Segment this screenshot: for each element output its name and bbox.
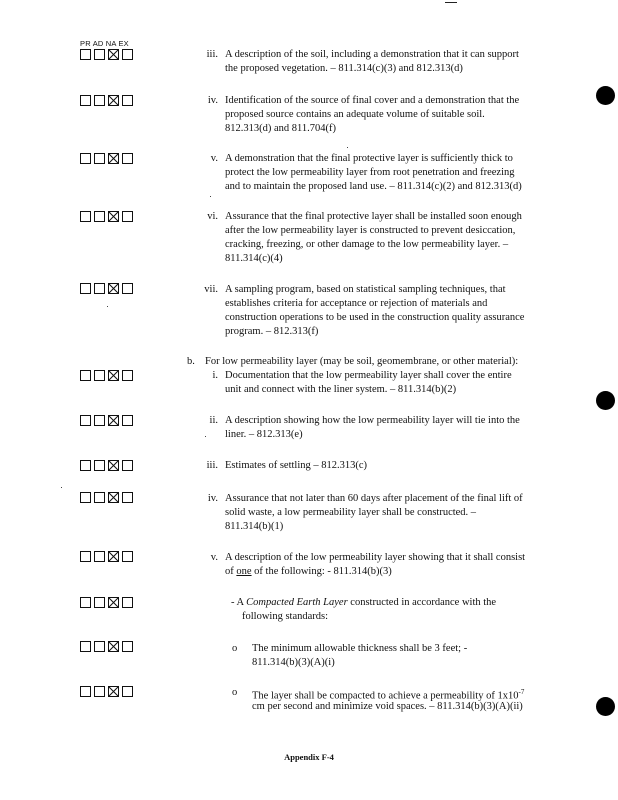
ad-checkbox[interactable] <box>94 492 105 503</box>
ad-checkbox[interactable] <box>94 641 105 652</box>
na-checkbox[interactable] <box>108 370 119 381</box>
ex-checkbox[interactable] <box>122 597 133 608</box>
checkbox-row <box>80 211 133 222</box>
pr-checkbox[interactable] <box>80 686 91 697</box>
ex-checkbox[interactable] <box>122 460 133 471</box>
ad-checkbox[interactable] <box>94 95 105 106</box>
na-checkbox[interactable] <box>108 492 119 503</box>
na-checkbox[interactable] <box>108 641 119 652</box>
ex-checkbox[interactable] <box>122 49 133 60</box>
na-checkbox[interactable] <box>108 153 119 164</box>
checkbox-row <box>80 492 133 503</box>
na-checkbox[interactable] <box>108 597 119 608</box>
na-checkbox[interactable] <box>108 95 119 106</box>
na-checkbox[interactable] <box>108 551 119 562</box>
pr-checkbox[interactable] <box>80 49 91 60</box>
checkbox-row <box>80 551 133 562</box>
na-checkbox[interactable] <box>108 283 119 294</box>
ex-checkbox[interactable] <box>122 641 133 652</box>
pr-checkbox[interactable] <box>80 492 91 503</box>
ex-checkbox[interactable] <box>122 551 133 562</box>
checkbox-row <box>80 283 133 294</box>
checkbox-row <box>80 597 133 608</box>
ex-checkbox[interactable] <box>122 283 133 294</box>
pr-checkbox[interactable] <box>80 153 91 164</box>
scan-speck <box>210 196 211 197</box>
pr-checkbox[interactable] <box>80 283 91 294</box>
pr-checkbox[interactable] <box>80 551 91 562</box>
checkbox-row <box>80 49 133 60</box>
pr-checkbox[interactable] <box>80 641 91 652</box>
punch-hole <box>596 391 615 410</box>
pr-checkbox[interactable] <box>80 415 91 426</box>
ad-checkbox[interactable] <box>94 597 105 608</box>
scan-speck <box>107 306 108 307</box>
ex-checkbox[interactable] <box>122 153 133 164</box>
ad-checkbox[interactable] <box>94 370 105 381</box>
ad-checkbox[interactable] <box>94 283 105 294</box>
checkbox-row <box>80 95 133 106</box>
ad-checkbox[interactable] <box>94 211 105 222</box>
ad-checkbox[interactable] <box>94 686 105 697</box>
ex-checkbox[interactable] <box>122 686 133 697</box>
column-header: PR AD NA EX <box>80 39 129 48</box>
ad-checkbox[interactable] <box>94 49 105 60</box>
pr-checkbox[interactable] <box>80 95 91 106</box>
scan-speck <box>205 436 206 437</box>
checkbox-row <box>80 415 133 426</box>
pr-checkbox[interactable] <box>80 370 91 381</box>
ad-checkbox[interactable] <box>94 415 105 426</box>
pr-checkbox[interactable] <box>80 597 91 608</box>
na-checkbox[interactable] <box>108 686 119 697</box>
na-checkbox[interactable] <box>108 211 119 222</box>
ex-checkbox[interactable] <box>122 492 133 503</box>
checkbox-row <box>80 641 133 652</box>
scan-speck <box>61 487 62 488</box>
ex-checkbox[interactable] <box>122 211 133 222</box>
page-footer: Appendix F-4 <box>284 752 334 762</box>
checkbox-row <box>80 460 133 471</box>
bullet-marker: o <box>232 687 238 698</box>
na-checkbox[interactable] <box>108 460 119 471</box>
checkbox-row <box>80 370 133 381</box>
ad-checkbox[interactable] <box>94 551 105 562</box>
pr-checkbox[interactable] <box>80 460 91 471</box>
ad-checkbox[interactable] <box>94 153 105 164</box>
punch-hole <box>596 697 615 716</box>
na-checkbox[interactable] <box>108 49 119 60</box>
punch-hole <box>596 86 615 105</box>
ex-checkbox[interactable] <box>122 415 133 426</box>
checkbox-row <box>80 686 133 697</box>
pr-checkbox[interactable] <box>80 211 91 222</box>
checkbox-row <box>80 153 133 164</box>
emphasis-one: one <box>236 566 252 577</box>
ex-checkbox[interactable] <box>122 370 133 381</box>
ad-checkbox[interactable] <box>94 460 105 471</box>
na-checkbox[interactable] <box>108 415 119 426</box>
document-page: PR AD NA EX iii. A description of the soil, including a demonstration that it can support the proposed vegetation. – 811.314(c)(3) and 812.313(d) iv. Identification of the source of final cover and a demonstration that the proposed source contains an adequate volume of suitable soil. 812.313(d) and 811.704(f) v. A demonstration that the final protective layer is sufficiently thick to protect the low permeability layer from root penetration and freezing and to maintain the proposed land use. – 811.314(c)(2) and 812.313(d) vi. Assurance that the final protective layer shall be installed soon enough after the low permeability layer is constructed to prevent desiccation, cracking, freezing, or other damage to the low permeability layer. – 811.314(c)(4) vii. A sampling program, based on statistical sampling techniques, that establishes criteria for acceptance or rejection of materials and construction operations to be used in the construction quality assurance program. – 812.313(f) b. For low permeability layer (may be soil, geomembrane, or other material): i. Documentation that the low permeability layer shall cover the entire unit and connect with the liner system. – 811.314(b)(2) ii. A description showing how the low permeability layer will tie into the liner. – 812.313(e) iii. Estimates of settling – 812.313(c) iv. Assurance that not later than 60 days after placement of the final lift of solid waste, a low permeability layer shall be constructed. – 811.314(b)(1) v. A description of the low permeability layer showing that it shall consist of one of the following: - 811.314(b)(3) - A Compacted Earth Layer constructed in accordance with the following standards: o The minimum allowable thickness shall be 3 feet; - 811.314(b)(3)(A)(i) o The layer shall be compacted to achieve a permeability of $1x10^{-7}$ cm per second and minimize void spaces. – 811.314(b)(3)(A)(ii) Appendix F-4 <box>0 0 618 800</box>
bullet-marker: o <box>232 643 238 654</box>
ex-checkbox[interactable] <box>122 95 133 106</box>
scan-speck <box>347 147 348 148</box>
top-scan-mark <box>445 2 457 3</box>
